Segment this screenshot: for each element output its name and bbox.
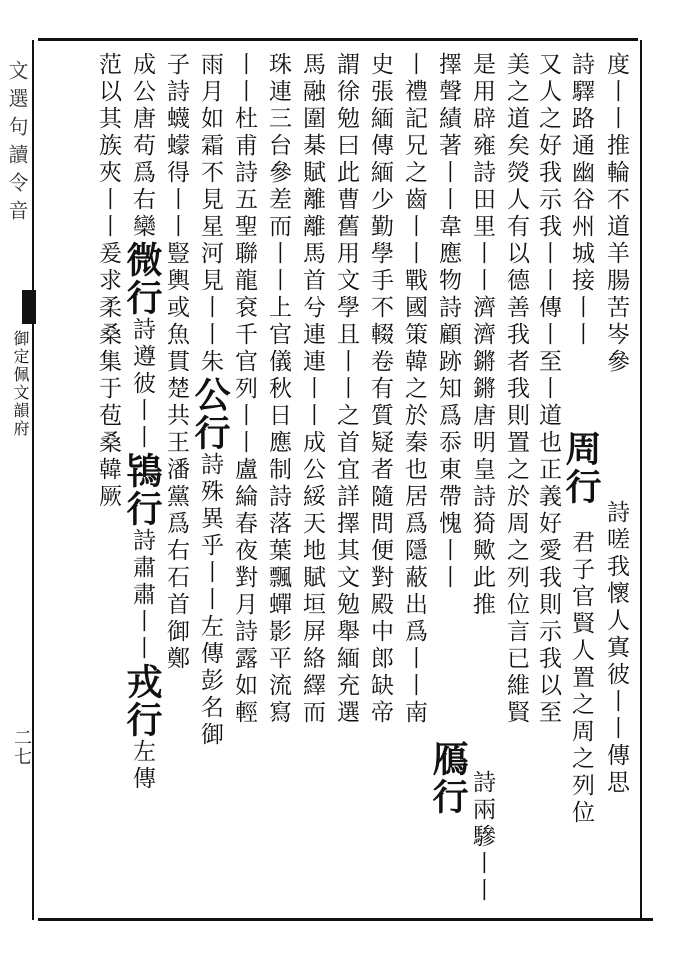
text-column-15: [121, 52, 163, 914]
top-border: [38, 38, 638, 41]
right-border: [640, 40, 642, 920]
headword-zhou-note2-text: 君子官賢人置之周之列位: [568, 530, 594, 827]
bottom-border: [38, 918, 653, 921]
text-column-9: [330, 52, 362, 914]
text-segment: 擇聲績著丨丨韋應物詩顧跡知爲忝東帶愧丨丨: [435, 52, 461, 592]
text-segment: 謂徐勉曰此曹舊用文學且丨丨之首宜詳擇其文勉舉緬充選: [333, 52, 359, 727]
headword: 公行: [189, 376, 231, 452]
text-segment: 集于苞桑: [95, 349, 121, 457]
text-column-2: [565, 52, 597, 412]
headword-yan-text: 鴈行: [427, 740, 469, 816]
text-segment: 珠連三台參差而丨丨上官儀秋日應制詩落葉飄蟬影平流寫: [265, 52, 291, 727]
page-number: 二七: [11, 728, 32, 766]
text-column-1: [600, 52, 632, 432]
text-segment: 詩驛路通幽谷州城接丨丨: [568, 52, 594, 349]
text-segment: 左傳: [129, 739, 155, 793]
headword: 戎行: [121, 663, 163, 739]
text-segment: 史張緬傳緬少勤學手不輟卷有質疑者隨問便對殿中郎缺帝: [367, 52, 393, 727]
text-column-16: [92, 52, 124, 914]
headword-zhou-note-text: 詩嗟我懷人寘彼丨丨傳思: [603, 500, 629, 797]
text-segment: 楚共王潘黨爲右石首御鄭: [163, 376, 189, 673]
headword-yan-note-text: 詩兩驂丨丨: [469, 770, 495, 905]
text-column-5: [466, 52, 498, 712]
headword-yan: [427, 740, 469, 830]
text-segment: 成公唐苟爲右欒: [129, 52, 155, 241]
text-segment: 詩殊異乎丨丨左傳彭名御: [197, 452, 223, 749]
banner-top-text: 文選句讀令音: [5, 60, 29, 228]
text-column-11: [262, 52, 294, 914]
fish-tail-mark: [22, 290, 36, 324]
text-segment: 是用辟雍詩田里丨丨濟濟鏘鏘唐明皇詩猗歟此推: [469, 52, 495, 619]
text-column-10: [296, 52, 328, 914]
text-column-8: [364, 52, 396, 914]
banner-divider: [32, 40, 34, 920]
text-segment: 馬融圍棊賦離離馬首兮連連丨丨成公綏天地賦垣屏絡繹而: [299, 52, 325, 727]
text-column-6: [432, 52, 464, 672]
headword: 微行: [121, 241, 163, 317]
text-column-12: [228, 52, 260, 914]
text-segment: 范以其族夾丨丨: [95, 52, 121, 241]
text-segment: 丨丨杜甫詩五聖聯龍袞千官列丨丨盧綸春夜對月詩露如輕: [231, 52, 257, 727]
headword-zhou-text: 周行: [560, 430, 602, 506]
text-segment: 美之道矣熒人有以德善我者我則置之於周之列位言已維賢: [503, 52, 529, 727]
text-column-7: [398, 52, 430, 914]
text-segment: 詩肅肅丨丨: [129, 528, 155, 663]
book-title: 御定佩文韻府: [11, 330, 30, 438]
text-segment: 度丨丨推輪不道羊腸苦岑參: [603, 52, 629, 376]
text-segment: 子詩蠛蠓得丨丨豎輿或魚貫: [163, 52, 189, 376]
headword-zhou-note: [600, 500, 632, 900]
headword: 鴇行: [121, 452, 163, 528]
text-segment: 韓厥: [95, 457, 121, 511]
text-column-13: [189, 52, 231, 914]
text-segment: 雨月如霜不見星河見丨丨朱: [197, 52, 223, 376]
text-segment: 爰求柔桑: [95, 241, 121, 349]
headword-yan-note: [466, 770, 498, 910]
text-segment: 詩遵彼丨丨: [129, 317, 155, 452]
headword-zhou-note2: [565, 530, 597, 910]
text-column-4: [500, 52, 532, 914]
text-column-14: [160, 52, 192, 914]
text-segment: 丨禮記兄之齒丨丨戰國策韓之於秦也居爲隱蔽出爲丨丨南: [401, 52, 427, 727]
text-segment: 又人之好我示我丨丨傳丨至丨道也正義好愛我則示我以至: [535, 52, 561, 727]
